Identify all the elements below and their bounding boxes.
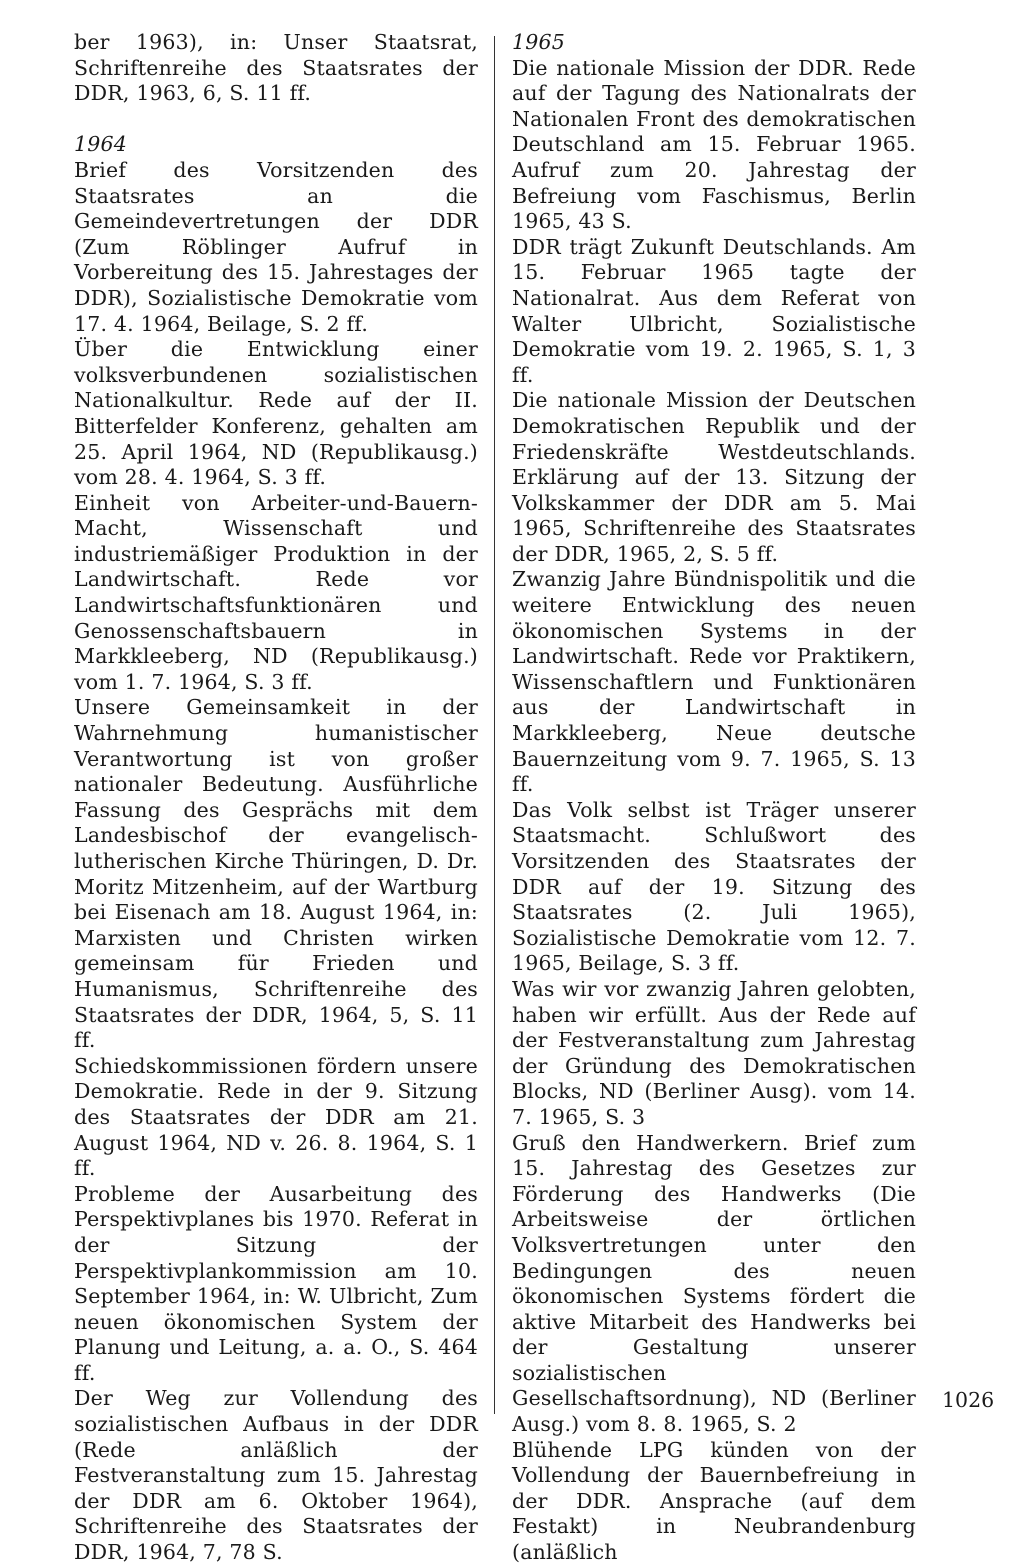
bibliography-entry: DDR trägt Zukunft Deutschlands. Am 15. Februar 1965 tagte der Nationalrat. Aus dem Referat von Walter Ulbricht, Sozialistische Demokratie vom 19. 2. 1965, S. 1, 3 ff. (512, 234, 916, 387)
bibliography-entry: Unsere Gemeinsamkeit in der Wahrnehmung humanistischer Verantwortung ist von großer nationaler Bedeutung. Ausführliche Fassung des Gesprächs mit dem Landesbischof der evangelisch-lutherischen Kirche Thüringen, D. Dr. Moritz Mitzenheim, auf der Wartburg bei Eisenach am 18. August 1964, in: Marxisten und Christen wirken gemeinsam für Frieden und Humanismus, Schriftenreihe des Staatsrates der DDR, 1964, 5, S. 11 ff. (74, 695, 478, 1053)
bibliography-entry: Brief des Vorsitzenden des Staatsrates an die Gemeindevertretungen der DDR (Zum Röblinger Aufruf in Vorbereitung des 15. Jahrestages der DDR), Sozialistische Demokratie vom 17. 4. 1964, Beilage, S. 2 ff. (74, 157, 478, 336)
bibliography-entry: Die nationale Mission der Deutschen Demokratischen Republik und der Friedenskräfte Westdeutschlands. Erklärung auf der 13. Sitzung der Volkskammer der DDR am 5. Mai 1965, Schriftenreihe des Staatsrates der DDR, 1965, 2, S. 5 ff. (512, 388, 916, 566)
bibliography-entry: Gruß den Handwerkern. Brief zum 15. Jahrestag des Gesetzes zur Förderung des Handwerks (Die Arbeitsweise der örtlichen Volksvertretungen unter den Bedingungen des neuen ökonomischen Systems fördert die aktive Mitarbeit des Handwerks bei der Gestaltung unserer sozialistischen Gesellschaftsordnung), ND (Berliner Ausg.) vom 8. 8. 1965, S. 2 (512, 1130, 916, 1437)
continuation-entry: ber 1963), in: Unser Staatsrat, Schriftenreihe des Staatsrates der DDR, 1963, 6, S. 11 ff. (74, 30, 478, 106)
bibliography-entry: Das Volk selbst ist Träger unserer Staatsmacht. Schlußwort des Vorsitzenden des Staatsrates der DDR auf der 19. Sitzung des Staatsrates (2. Juli 1965), Sozialistische Demokratie vom 12. 7. 1965, Beilage, S. 3 ff. (512, 797, 916, 976)
column-divider (494, 36, 495, 1414)
page-number: 1026 (942, 1388, 995, 1412)
bibliography-entry: Schiedskommissionen fördern unsere Demokratie. Rede in der 9. Sitzung des Staatsrates der DDR am 21. August 1964, ND v. 26. 8. 1964, S. 1 ff. (74, 1053, 478, 1181)
bibliography-entry: Was wir vor zwanzig Jahren gelobten, haben wir erfüllt. Aus der Rede auf der Festveranstaltung zum Jahrestag der Gründung des Demokratischen Blocks, ND (Berliner Ausg). vom 14. 7. 1965, S. 3 (512, 976, 916, 1129)
bibliography-entry: Probleme der Ausarbeitung des Perspektivplanes bis 1970. Referat in der Sitzung der Perspektivplankommission am 10. September 1964, in: W. Ulbricht, Zum neuen ökonomischen System der Planung und Leitung, a. a. O., S. 464 ff. (74, 1181, 478, 1385)
year-heading-1964: 1964 (74, 132, 127, 157)
year-heading-1965: 1965 (512, 30, 565, 54)
left-column (74, 30, 478, 1566)
bibliography-entry: Blühende LPG künden von der Vollendung der Bauernbefreiung in der DDR. Ansprache (auf dem Festakt) in Neubrandenburg (anläßlich (512, 1437, 916, 1565)
bibliography-entry: Der Weg zur Vollendung des sozialistischen Aufbaus in der DDR (Rede anläßlich der Festveranstaltung zum 15. Jahrestag der DDR am 6. Oktober 1964), Schriftenreihe des Staatsrates der DDR, 1964, 7, 78 S. (74, 1386, 478, 1565)
bibliography-entry: Die nationale Mission der DDR. Rede auf der Tagung des Nationalrats der Nationalen Front des demokratischen Deutschland am 15. Februar 1965. Aufruf zum 20. Jahrestag der Befreiung vom Faschismus, Berlin 1965, 43 S. (512, 55, 916, 234)
bibliography-entry: Einheit von Arbeiter-und-Bauern-Macht, Wissenschaft und industriemäßiger Produktion in der Landwirtschaft. Rede vor Landwirtschaftsfunktionären und Genossenschaftsbauern in Markkleeberg, ND (Republikausg.) vom 1. 7. 1964, S. 3 ff. (74, 490, 478, 694)
bibliography-entry: Zwanzig Jahre Bündnispolitik und die weitere Entwicklung des neuen ökonomischen Systems in der Landwirtschaft. Rede vor Praktikern, Wissenschaftlern und Funktionären aus der Landwirtschaft in Markkleeberg, Neue deutsche Bauernzeitung vom 9. 7. 1965, S. 13 ff. (512, 567, 916, 797)
right-column (512, 30, 916, 1566)
bibliography-entry: Über die Entwicklung einer volksverbundenen sozialistischen Nationalkultur. Rede auf der II. Bitterfelder Konferenz, gehalten am 25. April 1964, ND (Republikausg.) vom 28. 4. 1964, S. 3 ff. (74, 337, 478, 490)
